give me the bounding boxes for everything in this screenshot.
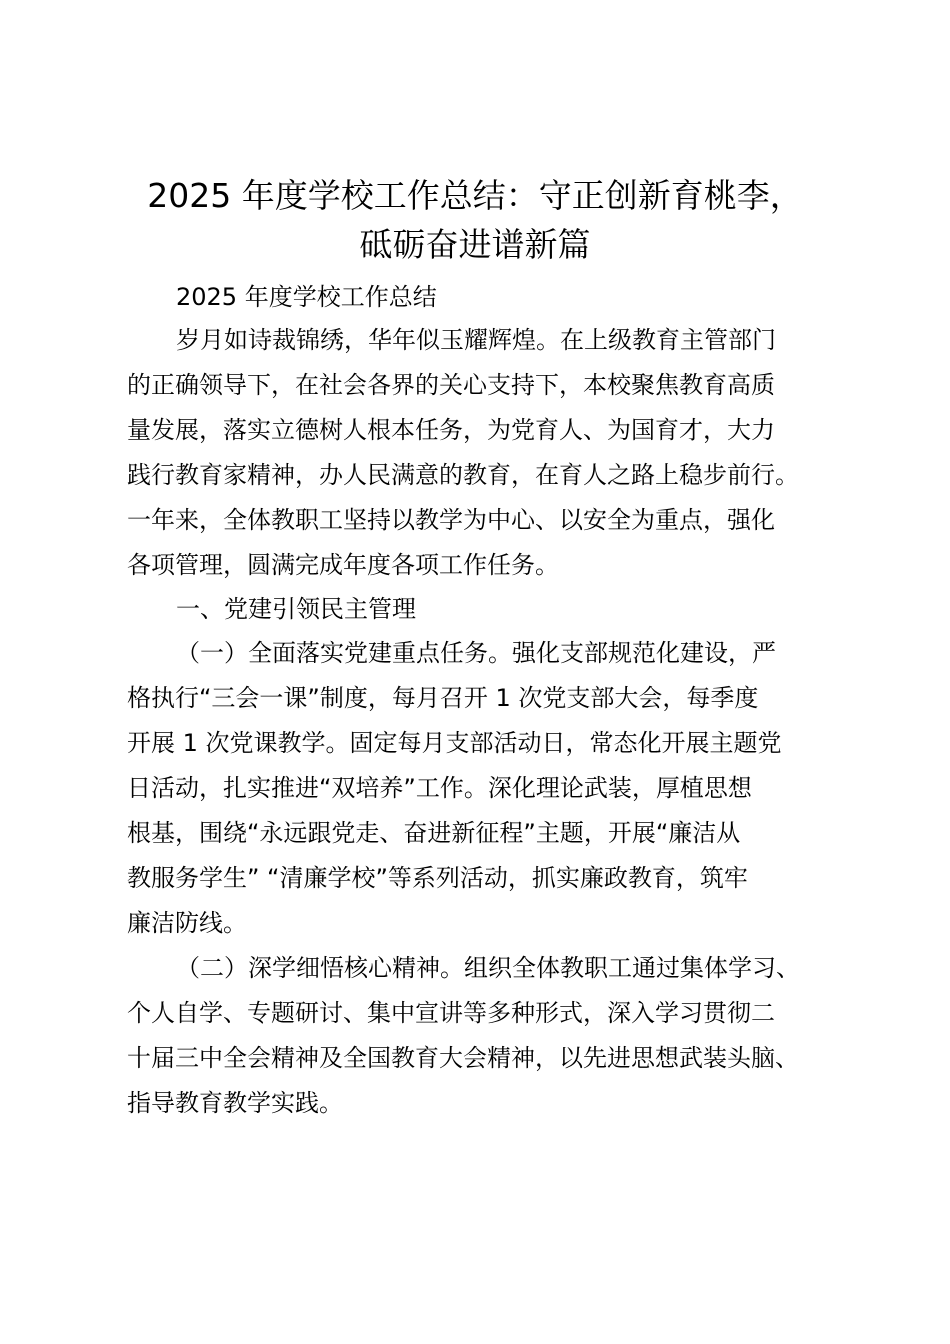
intro-line: 岁月如诗裁锦绣，华年似玉耀辉煌。在上级教育主管部门 — [176, 326, 776, 354]
document-title-line-1: 2025 年度学校工作总结：守正创新育桃李， — [147, 176, 803, 215]
document-title-line-2: 砥砺奋进谱新篇 — [359, 225, 591, 264]
intro-line: 践行教育家精神，办人民满意的教育，在育人之路上稳步前行。 — [127, 461, 799, 489]
paragraph-line: 个人自学、专题研讨、集中宣讲等多种形式，深入学习贯彻二 — [127, 999, 775, 1027]
paragraph-line: 日活动，扎实推进“双培养”工作。深化理论武装，厚植思想 — [127, 774, 752, 802]
paragraph-line: （二）深学细悟核心精神。组织全体教职工通过集体学习、 — [176, 954, 800, 982]
intro-line: 的正确领导下，在社会各界的关心支持下，本校聚焦教育高质 — [127, 371, 775, 399]
intro-line: 量发展，落实立德树人根本任务，为党育人、为国育才，大力 — [127, 416, 775, 444]
paragraph-line: 开展 1 次党课教学。固定每月支部活动日，常态化开展主题党 — [127, 729, 782, 757]
paragraph-line: 指导教育教学实践。 — [127, 1089, 343, 1117]
document-subtitle: 2025 年度学校工作总结 — [176, 283, 437, 311]
intro-line: 一年来，全体教职工坚持以教学为中心、以安全为重点，强化 — [127, 506, 775, 534]
intro-line: 各项管理，圆满完成年度各项工作任务。 — [127, 551, 559, 579]
paragraph-line: 根基，围绕“永远跟党走、奋进新征程”主题，开展“廉洁从 — [127, 819, 741, 847]
paragraph-line: （一）全面落实党建重点任务。强化支部规范化建设，严 — [176, 639, 776, 667]
section-heading: 一、党建引领民主管理 — [176, 595, 416, 623]
paragraph-line: 廉洁防线。 — [127, 909, 247, 937]
paragraph-line: 十届三中全会精神及全国教育大会精神，以先进思想武装头脑、 — [127, 1044, 799, 1072]
paragraph-line: 格执行“三会一课”制度，每月召开 1 次党支部大会，每季度 — [127, 684, 759, 712]
paragraph-line: 教服务学生” “清廉学校”等系列活动，抓实廉政教育，筑牢 — [127, 864, 748, 892]
